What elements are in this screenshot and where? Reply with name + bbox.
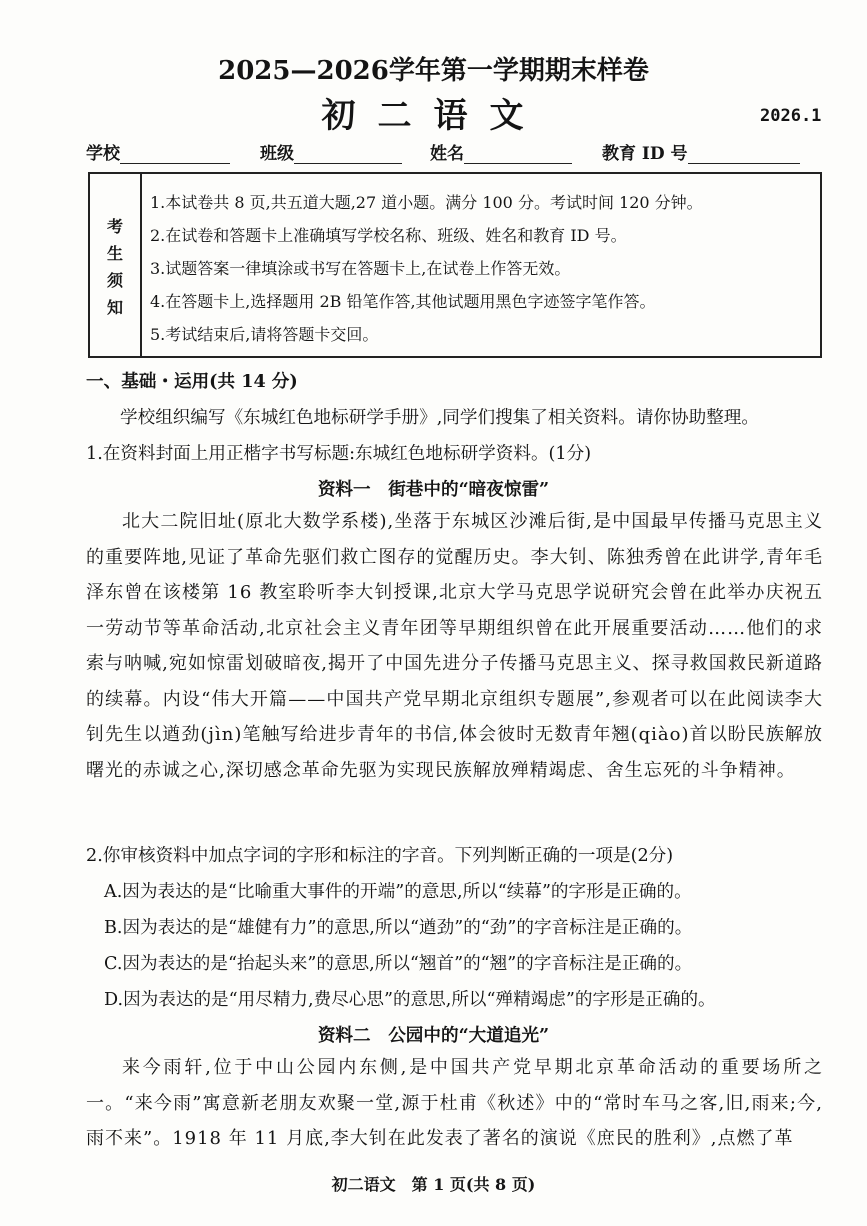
question-2-option-a[interactable]: A.因为表达的是“比喻重大事件的开端”的意思,所以“续幕”的字形是正确的。 xyxy=(104,882,692,902)
subject-title: 初二语文 xyxy=(321,96,546,136)
material-1-text: 北大二院旧址(原北大数学系楼),坐落于东城区沙滩后街,是中国最早传播马克思主义的重要阵地,见证了革命先驱们救亡图存的觉醒历史。李大钊、陈独秀曾在此讲学,青年毛泽东曾在该楼第 16 教室聆听李大钊授课,北京大学马克思学说研究会曾在此举办庆祝五一劳动节等革命活动,北京社会主义青年团等早期组织曾在此开展重要活动……他们的求索与呐喊,宛如惊雷划破暗夜,揭开了中国先进分子传播马克思主义、探寻救国救民新道路的续幕。内设“伟大开篇——中国共产党早期北京组织专题展”,参观者可以在此阅读李大钊先生以遒劲(jìn)笔触写给进步青年的书信,体会彼时无数青年翘(qiào)首以盼民族解放曙光的赤诚之心,深切感念革命先驱为实现民族解放殚精竭虑、舍生忘死的斗争精神。 xyxy=(86,511,823,781)
question-2-option-b[interactable]: B.因为表达的是“雄健有力”的意思,所以“遒劲”的“劲”的字音标注是正确的。 xyxy=(104,918,693,938)
name-blank[interactable] xyxy=(464,145,572,164)
page-footer: 初二语文 第 1 页(共 8 页) xyxy=(331,1175,536,1194)
exam-notice-box xyxy=(88,172,822,358)
school-label: 学校 xyxy=(86,144,120,164)
notice-char-2: 生 xyxy=(107,244,124,263)
question-2-option-c[interactable]: C.因为表达的是“抬起头来”的意思,所以“翘首”的“翘”的字音标注是正确的。 xyxy=(104,954,693,974)
class-label: 班级 xyxy=(260,144,294,164)
notice-item-3: 3.试题答案一律填涂或书写在答题卡上,在试卷上作答无效。 xyxy=(150,259,571,278)
question-2-stem: 2.你审核资料中加点字词的字形和标注的字音。下列判断正确的一项是(2分) xyxy=(86,846,674,866)
section-heading: 一、基础・运用(共 14 分) xyxy=(86,371,298,392)
notice-item-4: 4.在答题卡上,选择题用 2B 铅笔作答,其他试题用黑色字迹签字笔作答。 xyxy=(150,292,656,311)
material-1-heading: 资料一 街巷中的“暗夜惊雷” xyxy=(317,479,550,500)
school-blank[interactable] xyxy=(120,145,230,164)
class-blank[interactable] xyxy=(294,145,402,164)
notice-item-1: 1.本试卷共 8 页,共五道大题,27 道小题。满分 100 分。考试时间 120 分钟。 xyxy=(150,193,703,212)
edu-id-label: 教育 ID 号 xyxy=(602,144,688,164)
material-2-text: 来今雨轩,位于中山公园内东侧,是中国共产党早期北京革命活动的重要场所之一。“来今雨”寓意新老朋友欢聚一堂,源于杜甫《秋述》中的“常时车马之客,旧,雨来;今,雨不来”。1918 年 11 月底,李大钊在此发表了著名的演说《庶民的胜利》,点燃了革 xyxy=(86,1057,823,1149)
question-2-option-d[interactable]: D.因为表达的是“用尽精力,费尽心思”的意思,所以“殚精竭虑”的字形是正确的。 xyxy=(104,990,716,1010)
exam-title: 2025—2026学年第一学期期末样卷 xyxy=(218,56,649,86)
edu-id-field[interactable] xyxy=(602,139,800,164)
material-2-heading: 资料二 公园中的“大道追光” xyxy=(317,1025,550,1046)
notice-side-label xyxy=(90,174,142,356)
exam-date: 2026.1 xyxy=(760,106,822,126)
class-field[interactable] xyxy=(260,139,402,164)
name-field[interactable] xyxy=(430,139,572,164)
name-label: 姓名 xyxy=(430,144,464,164)
edu-id-blank[interactable] xyxy=(688,145,800,164)
notice-item-5: 5.考试结束后,请将答题卡交回。 xyxy=(150,325,379,344)
school-field[interactable] xyxy=(86,139,230,164)
notice-char-3: 须 xyxy=(107,271,124,290)
notice-char-1: 考 xyxy=(107,217,124,236)
question-1: 1.在资料封面上用正楷字书写标题:东城红色地标研学资料。(1分) xyxy=(86,444,592,464)
section-intro: 学校组织编写《东城红色地标研学手册》,同学们搜集了相关资料。请你协助整理。 xyxy=(120,408,759,428)
notice-item-2: 2.在试卷和答题卡上准确填写学校名称、班级、姓名和教育 ID 号。 xyxy=(150,226,627,245)
material-1-body xyxy=(86,504,823,788)
notice-char-4: 知 xyxy=(107,298,124,317)
material-2-body xyxy=(86,1050,823,1157)
